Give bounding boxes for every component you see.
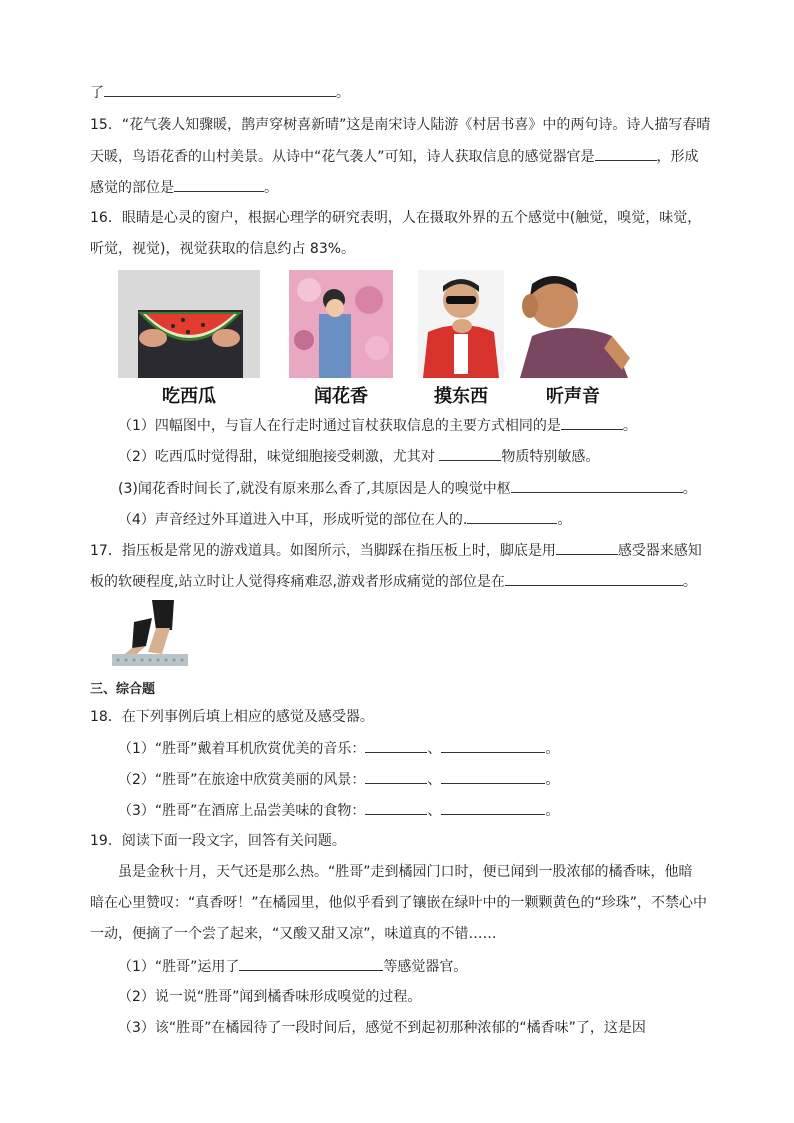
answer-blank[interactable] (174, 177, 264, 192)
text: 物质特别敏感。 (501, 449, 600, 465)
text: ，形成 (656, 149, 699, 165)
answer-blank[interactable] (441, 769, 545, 784)
text: 天暖，鸟语花香的山村美景。从诗中“花气袭人”可知，诗人获取信息的感觉器官是 (90, 149, 595, 165)
answer-blank[interactable] (365, 738, 427, 753)
q18-sub-1 (118, 738, 559, 759)
caption-flower: 闻花香 (314, 386, 368, 407)
text: 板的软硬程度,站立时让人觉得疼痛难忍,游戏者形成痛觉的部位是在 (90, 574, 505, 590)
section-heading: 三、综合题 (90, 682, 156, 697)
q19-passage-1: 虽是金秋十月，天气还是那么热。“胜哥”走到橘园门口时，便已闻到一股浓郁的橘香味，他暗 (118, 864, 693, 880)
listen-photo (512, 270, 634, 378)
text: （1）“胜哥”戴着耳机欣赏优美的音乐： (118, 741, 366, 757)
q16-line-1: 16．眼睛是心灵的窗户，根据心理学的研究表明，人在摄取外界的五个感觉中(触觉，嗅觉，味觉， (90, 210, 702, 226)
text: 、 (427, 803, 442, 819)
answer-blank[interactable] (439, 446, 501, 461)
text: 了 (90, 85, 104, 101)
q19-sub-2: （2）说一说“胜哥”闻到橘香味形成嗅觉的过程。 (118, 989, 422, 1005)
answer-blank[interactable] (441, 738, 545, 753)
text: 。 (545, 772, 560, 788)
answer-blank[interactable] (467, 509, 557, 524)
text: 。 (682, 481, 697, 497)
answer-blank[interactable] (556, 540, 618, 555)
caption-listen: 听声音 (546, 386, 600, 407)
text: 。 (682, 574, 697, 590)
answer-blank[interactable] (595, 146, 657, 161)
text: 感觉的部位是 (90, 180, 174, 196)
q16-sub-1 (118, 415, 637, 436)
answer-blank[interactable] (239, 956, 383, 971)
touch-photo (418, 270, 504, 378)
q18-stem: 18．在下列事例后填上相应的感觉及感受器。 (90, 709, 374, 725)
q17-line-2 (90, 571, 697, 592)
text: 、 (427, 772, 442, 788)
answer-blank[interactable] (505, 571, 683, 586)
caption-touch: 摸东西 (434, 386, 488, 407)
text: 、 (427, 741, 442, 757)
q15-line-3 (90, 177, 278, 198)
text: 。 (336, 85, 350, 101)
text: （2）吃西瓜时觉得甜，味觉细胞接受刺激，尤其对 (118, 449, 440, 465)
q16-sub-2 (118, 446, 599, 467)
q17-line-1 (90, 540, 702, 561)
answer-blank[interactable] (561, 415, 623, 430)
pressure-board-photo (112, 600, 188, 668)
q16-sub-3 (118, 478, 697, 499)
answer-blank[interactable] (441, 800, 545, 815)
answer-blank[interactable] (511, 478, 683, 493)
continuation-line (90, 82, 350, 103)
text: 。 (545, 741, 560, 757)
answer-blank[interactable] (104, 82, 336, 97)
text: 。 (557, 512, 572, 528)
answer-blank[interactable] (365, 769, 427, 784)
text: 。 (264, 180, 278, 196)
text: 17．指压板是常见的游戏道具。如图所示，当脚踩在指压板上时，脚底是用 (90, 543, 556, 559)
q15-line-1: 15．“花气袭人知骤暖，鹊声穿树喜新晴”这是南宋诗人陆游《村居书喜》中的两句诗。诗人描写春晴 (90, 117, 711, 133)
watermelon-photo (118, 270, 260, 378)
q16-line-2: 听觉，视觉)，视觉获取的信息约占 83%。 (90, 241, 356, 257)
text: （3）“胜哥”在酒席上品尝美味的食物： (118, 803, 366, 819)
text: 等感觉器官。 (383, 959, 468, 975)
text: （2）“胜哥”在旅途中欣赏美丽的风景： (118, 772, 366, 788)
q18-sub-3 (118, 800, 559, 821)
caption-watermelon: 吃西瓜 (162, 386, 216, 407)
q19-passage-2: 暗在心里赞叹：“真香呀！”在橘园里，他似乎看到了镶嵌在绿叶中的一颗颗黄色的“珍珠”，不禁心中 (90, 895, 708, 911)
q19-passage-3: 一动，便摘了一个尝了起来，“又酸又甜又凉”，味道真的不错…… (90, 926, 497, 942)
text: 。 (622, 418, 637, 434)
text: (3)闻花香时间长了,就没有原来那么香了,其原因是人的嗅觉中枢 (118, 481, 511, 497)
q19-sub-1 (118, 956, 467, 977)
flower-photo (289, 270, 393, 378)
q15-line-2 (90, 146, 699, 167)
text: 感受器来感知 (617, 543, 702, 559)
text: （4）声音经过外耳道进入中耳，形成听觉的部位在人的. (118, 512, 468, 528)
q18-sub-2 (118, 769, 559, 790)
text: （1）“胜哥”运用了 (118, 959, 240, 975)
q19-sub-3: （3）该“胜哥”在橘园待了一段时间后，感觉不到起初那种浓郁的“橘香味”了，这是因 (118, 1020, 646, 1036)
q16-sub-4 (118, 509, 571, 530)
q19-stem: 19．阅读下面一段文字，回答有关问题。 (90, 833, 346, 849)
text: （1）四幅图中，与盲人在行走时通过盲杖获取信息的主要方式相同的是 (118, 418, 561, 434)
text: 。 (545, 803, 560, 819)
answer-blank[interactable] (365, 800, 427, 815)
